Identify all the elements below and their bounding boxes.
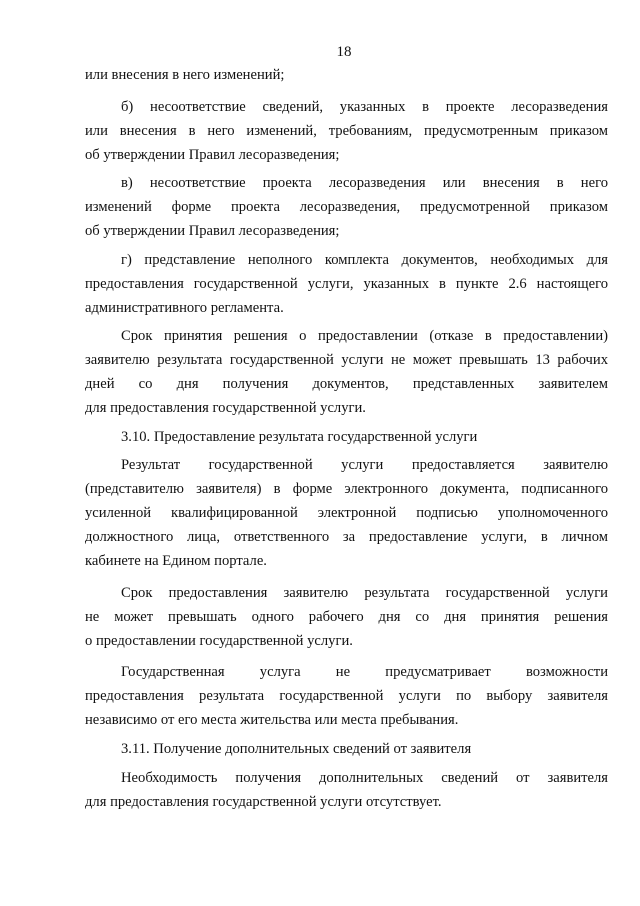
text-line: предоставления результата государственной услуги по выбору заявителя [85,688,608,704]
text-line: дней со дня получения документов, представленных заявителем [85,376,608,392]
text-line: об утверждении Правил лесоразведения; [85,223,340,239]
text-line: б) несоответствие сведений, указанных в проекте лесоразведения [121,99,608,115]
text-line: Необходимость получения дополнительных сведений от заявителя [121,770,608,786]
text-line: Срок предоставления заявителю результата государственной услуги [121,585,608,601]
text-line: для предоставления государственной услуги. [85,400,366,416]
text-line: для предоставления государственной услуги отсутствует. [85,794,442,810]
text-line: изменений форме проекта лесоразведения, предусмотренной приказом [85,199,608,215]
text-line: Срок принятия решения о предоставлении (отказе в предоставлении) [121,328,608,344]
text-line: в) несоответствие проекта лесоразведения или внесения в него [121,175,608,191]
text-line: Результат государственной услуги предоставляется заявителю [121,457,608,473]
text-line: кабинете на Едином портале. [85,553,267,569]
text-line: об утверждении Правил лесоразведения; [85,147,340,163]
section-heading: 3.10. Предоставление результата государственной услуги [121,429,478,445]
text-line: заявителю результата государственной услуги не может превышать 13 рабочих [85,352,608,368]
section-heading: 3.11. Получение дополнительных сведений от заявителя [121,741,472,757]
text-line: должностного лица, ответственного за предоставление услуги, в личном [85,529,608,545]
text-line: или внесения в него изменений; [85,67,285,83]
text-line: г) представление неполного комплекта документов, необходимых для [121,252,608,268]
text-line: или внесения в него изменений, требованиям, предусмотренным приказом [85,123,608,139]
text-line: Государственная услуга не предусматривает возможности [121,664,608,680]
text-line: не может превышать одного рабочего дня со дня принятия решения [85,609,608,625]
text-line: административного регламента. [85,300,284,316]
text-line: (представителю заявителя) в форме электронного документа, подписанного [85,481,608,497]
page-number: 18 [336,44,352,60]
text-line: предоставления государственной услуги, указанных в пункте 2.6 настоящего [85,276,608,292]
text-line: независимо от его места жительства или места пребывания. [85,712,459,728]
text-line: о предоставлении государственной услуги. [85,633,353,649]
text-line: усиленной квалифицированной электронной подписью уполномоченного [85,505,608,521]
